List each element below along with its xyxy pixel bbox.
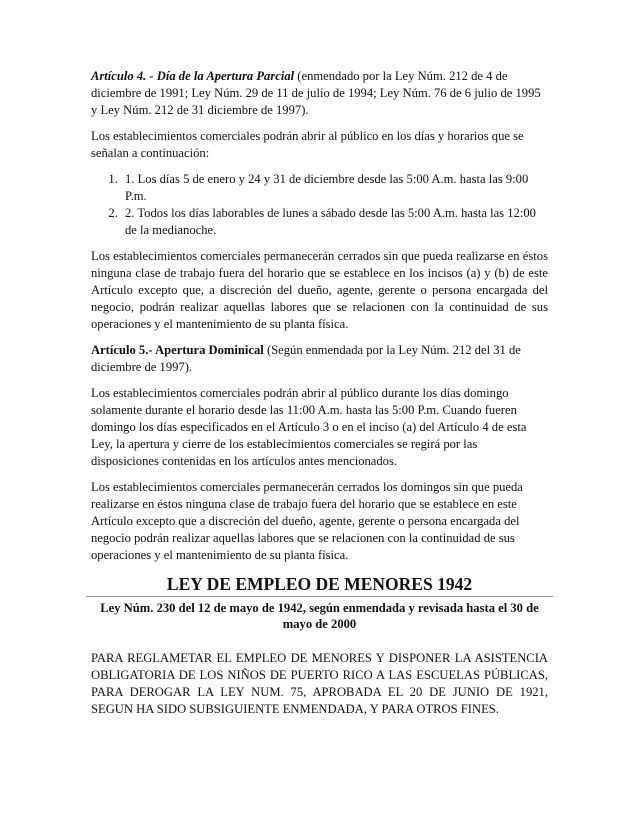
articulo-4-closing: Los establecimientos comerciales permanecerán cerrados sin que pueda realizarse en éstos ninguna clase de trabajo fuera del horario que se establece en los incisos (a) y (b) de este Artículo excepto que, a discreción del dueño, agente, gerente o persona encargada del negocio, podrán realizar aquellas labores que se relacionen con la continuidad de sus operaciones y el mantenimiento de su planta física.: [91, 249, 548, 331]
ley-menores-title: LEY DE EMPLEO DE MENORES 1942: [86, 573, 553, 597]
articulo-5-heading-note: (Según enmendada por la Ley Núm. 212 del 31 de diciembre de 1997).: [91, 343, 521, 374]
articulo-5-paragraph-2: Los establecimientos comerciales permanecerán cerrados los domingos sin que pueda realizarse en éstos ninguna clase de trabajo fuera del horario que se establece en este Artículo excepto que a discreción del dueño, agente, gerente o persona encargada del negocio podrán realizar aquellas labores que se relacionen con la continuidad de sus operaciones y el mantenimiento de su planta física.: [91, 480, 523, 562]
list-item: 1. 1. Los días 5 de enero y 24 y 31 de diciembre desde las 5:00 A.m. hasta las 9:00 P.m.: [121, 171, 548, 205]
ley-menores-subtitle: Ley Núm. 230 del 12 de mayo de 1942, según enmendada y revisada hasta el 30 de mayo de 2000: [100, 601, 539, 631]
articulo-4-intro: Los establecimientos comerciales podrán abrir al público en los días y horarios que se señalan a continuación:: [91, 129, 524, 160]
ley-menores-purpose: PARA REGLAMETAR EL EMPLEO DE MENORES Y DISPONER LA ASISTENCIA OBLIGATORIA DE LOS NIÑOS DE PUERTO RICO A LAS ESCUELAS PÚBLICAS, PARA DEROGAR LA LEY NUM. 75, APROBADA EL 20 DE JUNIO DE 1921, SEGUN HA SIDO SUBSIGUIENTE ENMENDADA, Y PARA OTROS FINES.: [91, 651, 548, 716]
articulo-5-paragraph-1: Los establecimientos comerciales podrán abrir al público durante los días domingo solamente durante el horario desde las 11:00 A.m. hasta las 5:00 P.m. Cuando fueren domingo los días especificados en el Artículo 3 o en el inciso (a) del Artículo 4 de esta Ley, la apertura y cierre de los establecimientos comerciales se regirá por las disposiciones contenidas en los artículos antes mencionados.: [91, 386, 527, 468]
articulo-5-heading: Artículo 5.- Apertura Dominical: [91, 343, 264, 357]
articulo-4-heading-paragraph: [91, 68, 548, 119]
articulo-4-heading: Artículo 4. - Día de la Apertura Parcial: [91, 69, 295, 83]
articulo-4-heading-note: (enmendado por la Ley Núm. 212 de 4 de diciembre de 1991; Ley Núm. 29 de 11 de julio de 1994; Ley Núm. 76 de 6 julio de 1995 y Ley Núm. 212 de 31 diciembre de 1997).: [91, 69, 541, 117]
document-body: [91, 68, 548, 718]
list-item: 2. 2. Todos los días laborables de lunes a sábado desde las 5:00 A.m. hasta las 12:00 de la medianoche.: [121, 205, 548, 239]
articulo-4-list: [91, 171, 548, 239]
articulo-5-heading-paragraph: [91, 342, 548, 376]
